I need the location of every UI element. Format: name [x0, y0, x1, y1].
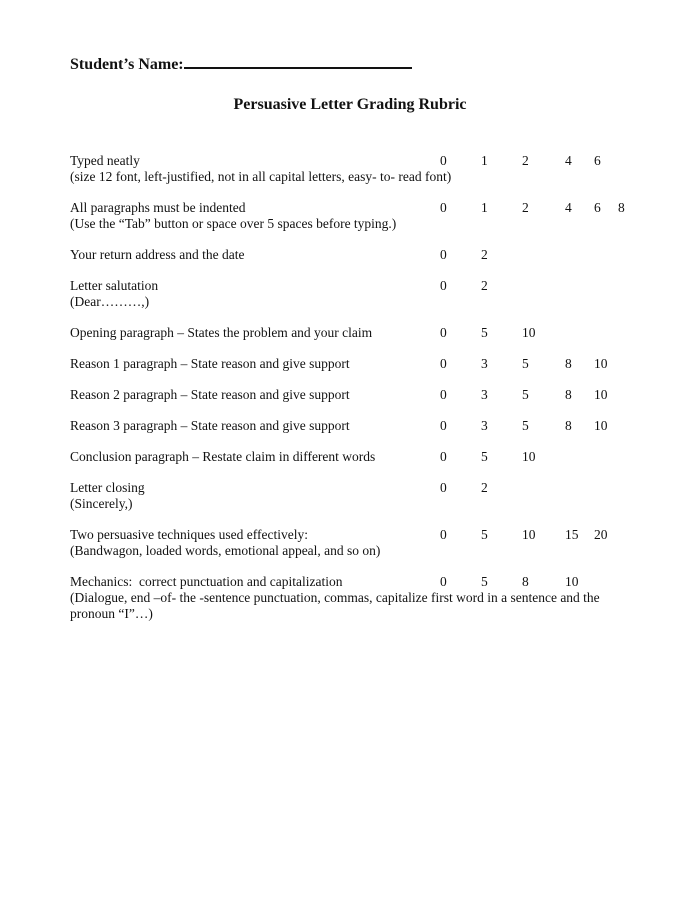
- score-value: 2: [481, 480, 488, 495]
- score-value: 2: [481, 247, 488, 262]
- rubric-row-typed-neatly: [70, 153, 630, 185]
- score-value: 1: [481, 200, 488, 215]
- score-value: 10: [594, 418, 608, 433]
- score-value: 1: [481, 153, 488, 168]
- score-value: 0: [440, 153, 447, 168]
- score-value: 5: [481, 449, 488, 464]
- score-value: 5: [481, 325, 488, 340]
- rubric-row-reason-3: [70, 418, 630, 434]
- score-value: 0: [440, 356, 447, 371]
- score-value: 3: [481, 387, 488, 402]
- score-value: 5: [522, 356, 529, 371]
- rubric-row-return-address: [70, 247, 630, 263]
- score-value: 0: [440, 449, 447, 464]
- rubric-row-opening-paragraph: [70, 325, 630, 341]
- score-value: 10: [565, 574, 579, 589]
- rubric-row-conclusion: [70, 449, 630, 465]
- score-value: 0: [440, 418, 447, 433]
- criterion-label: All paragraphs must be indented: [70, 200, 246, 215]
- score-value: 0: [440, 247, 447, 262]
- rubric-row-salutation: [70, 278, 630, 310]
- score-value: 8: [522, 574, 529, 589]
- score-value: 0: [440, 480, 447, 495]
- criterion-description: (Use the “Tab” button or space over 5 spaces before typing.): [70, 216, 397, 231]
- score-value: 6: [594, 153, 601, 168]
- score-value: 0: [440, 278, 447, 293]
- rubric-row-closing: [70, 480, 630, 512]
- score-value: 2: [481, 278, 488, 293]
- score-value: 0: [440, 200, 447, 215]
- criterion-description: (Sincerely,): [70, 496, 133, 511]
- score-value: 10: [522, 325, 536, 340]
- score-value: 0: [440, 387, 447, 402]
- student-name-label: Student’s Name:: [70, 56, 184, 73]
- rubric-row-paragraphs-indented: [70, 200, 630, 232]
- score-value: 2: [522, 153, 529, 168]
- score-value: 5: [481, 574, 488, 589]
- criterion-label: Your return address and the date: [70, 247, 245, 262]
- rubric-row-mechanics: [70, 574, 630, 622]
- score-value: 8: [618, 200, 625, 215]
- score-value: 5: [522, 418, 529, 433]
- criterion-label: Two persuasive techniques used effectively:: [70, 527, 308, 542]
- score-value: 10: [522, 449, 536, 464]
- rubric-rows: [70, 153, 630, 622]
- page-title: Persuasive Letter Grading Rubric: [233, 96, 467, 113]
- score-value: 10: [594, 356, 608, 371]
- criterion-label: Reason 2 paragraph – State reason and give support: [70, 387, 350, 402]
- score-value: 4: [565, 153, 572, 168]
- rubric-row-persuasive-techniques: [70, 527, 630, 559]
- criterion-label: Letter salutation: [70, 278, 159, 293]
- score-value: 3: [481, 356, 488, 371]
- score-value: 8: [565, 418, 572, 433]
- student-name-line: [70, 53, 630, 74]
- score-value: 6: [594, 200, 601, 215]
- rubric-row-reason-1: [70, 356, 630, 372]
- rubric-row-reason-2: [70, 387, 630, 403]
- score-value: 0: [440, 325, 447, 340]
- name-underline: [184, 53, 412, 69]
- score-value: 15: [565, 527, 579, 542]
- score-value: 0: [440, 574, 447, 589]
- score-value: 0: [440, 527, 447, 542]
- criterion-label: Reason 1 paragraph – State reason and give support: [70, 356, 350, 371]
- score-value: 2: [522, 200, 529, 215]
- score-value: 10: [594, 387, 608, 402]
- score-value: 8: [565, 387, 572, 402]
- criterion-label: Mechanics: correct punctuation and capitalization: [70, 574, 343, 589]
- criterion-label: Reason 3 paragraph – State reason and give support: [70, 418, 350, 433]
- criterion-description: (size 12 font, left-justified, not in all capital letters, easy- to- read font): [70, 169, 452, 184]
- criterion-description: (Dialogue, end –of- the -sentence punctuation, commas, capitalize first word in a sentence and the pronoun “I”…): [70, 590, 604, 621]
- score-value: 20: [594, 527, 608, 542]
- score-value: 10: [522, 527, 536, 542]
- criterion-label: Opening paragraph – States the problem and your claim: [70, 325, 373, 340]
- criterion-description: (Bandwagon, loaded words, emotional appeal, and so on): [70, 543, 381, 558]
- score-value: 3: [481, 418, 488, 433]
- score-value: 4: [565, 200, 572, 215]
- score-value: 5: [481, 527, 488, 542]
- criterion-label: Letter closing: [70, 480, 145, 495]
- score-value: 5: [522, 387, 529, 402]
- criterion-description: (Dear………,): [70, 294, 150, 309]
- criterion-label: Typed neatly: [70, 153, 140, 168]
- criterion-label: Conclusion paragraph – Restate claim in different words: [70, 449, 376, 464]
- score-value: 8: [565, 356, 572, 371]
